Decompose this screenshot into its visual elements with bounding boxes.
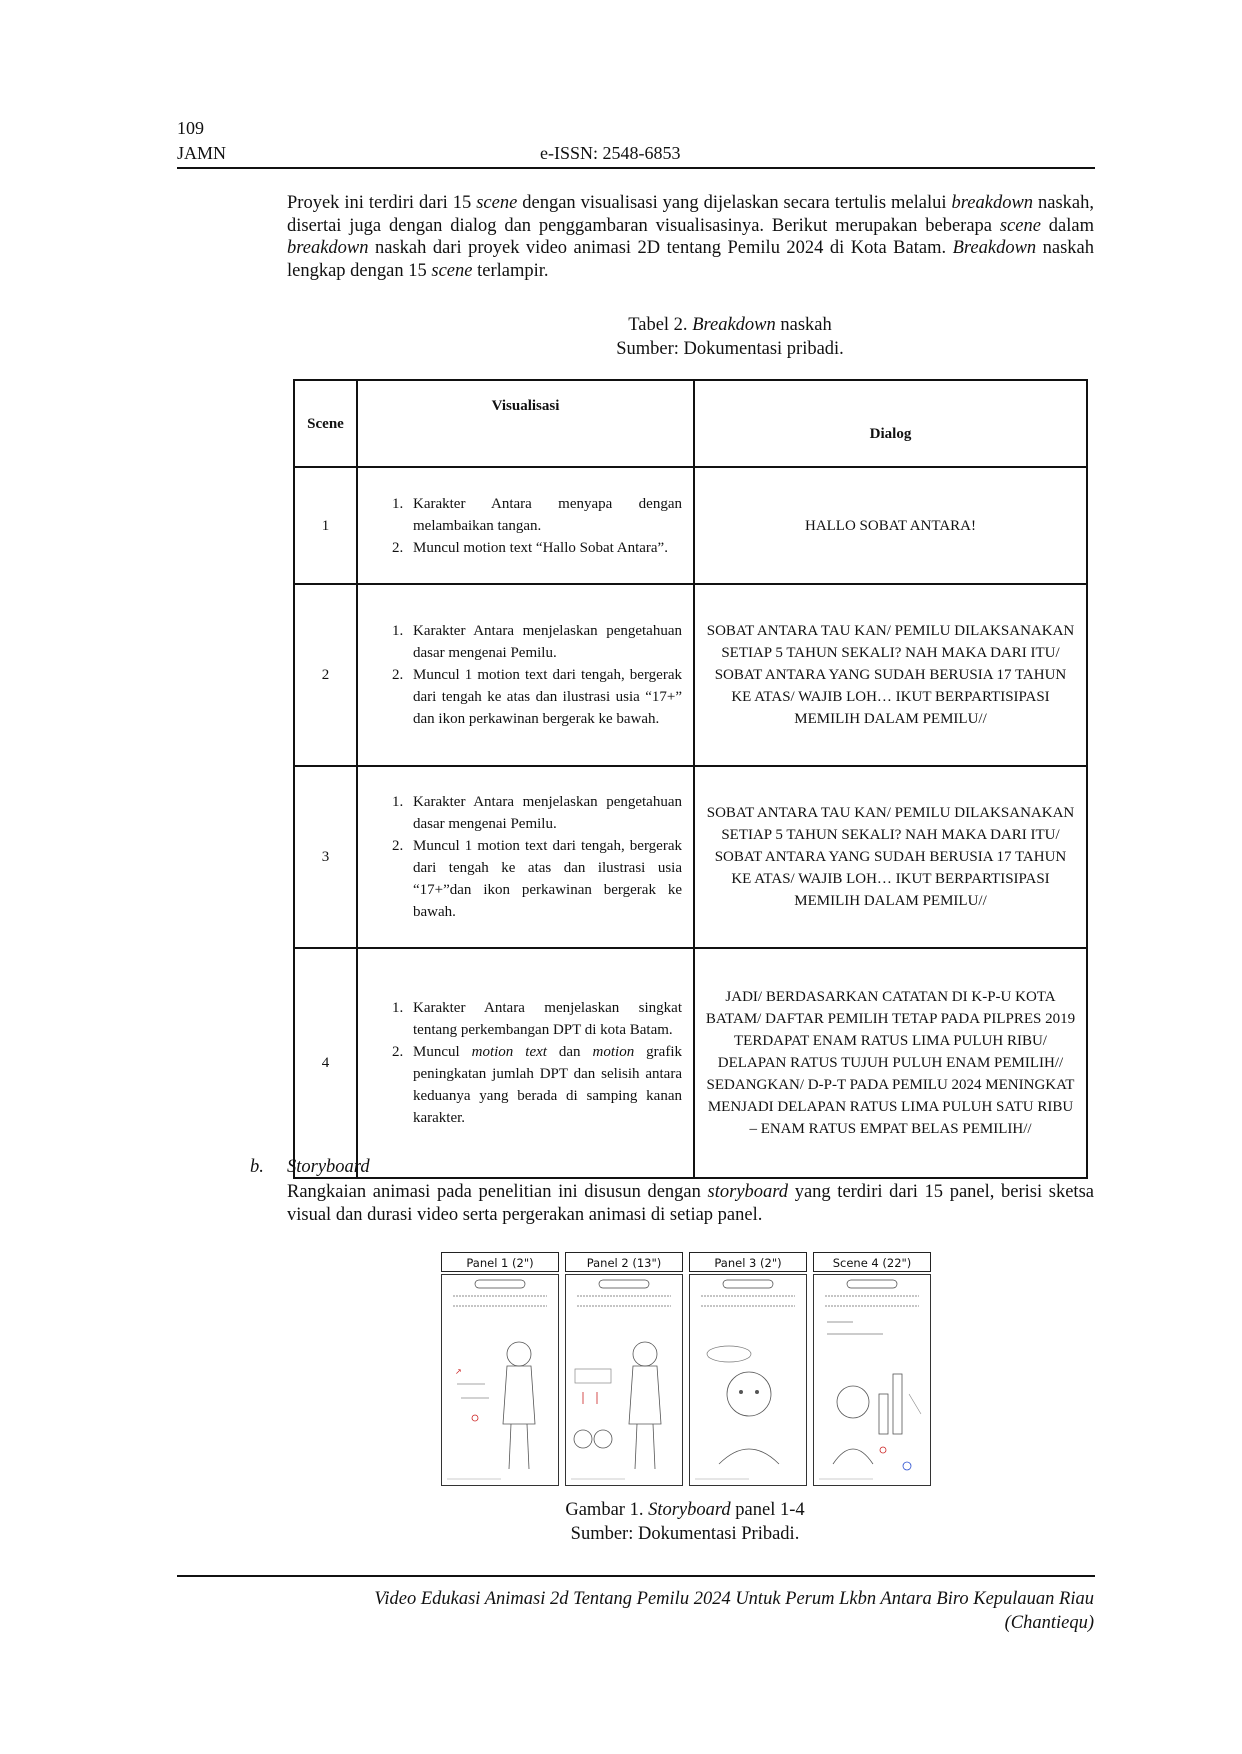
header-rule [177, 167, 1095, 169]
svg-text:↗: ↗ [455, 1367, 462, 1376]
panel-sketch [689, 1274, 807, 1486]
scene-number: 3 [294, 766, 357, 948]
footer-title: Video Edukasi Animasi 2d Tentang Pemilu 2024 Untuk Perum Lkbn Antara Biro Kepulauan Riau [374, 1589, 1094, 1609]
breakdown-table [293, 379, 1088, 1179]
panel-sketch [565, 1274, 683, 1486]
panel-sketch [441, 1274, 559, 1486]
visual-item: 1. Karakter Antara menjelaskan pengetahuan dasar mengenai Pemilu. [407, 791, 682, 835]
intro-paragraph: Proyek ini terdiri dari 15 scene dengan visualisasi yang dijelaskan secara tertulis melalui breakdown naskah, disertai juga dengan dialog dan penggambaran visualisasinya. Berikut merupakan beberapa scene dalam breakdown naskah dari proyek video animasi 2D tentang Pemilu 2024 di Kota Batam. Breakdown naskah lengkap dengan 15 scene terlampir. [287, 193, 1095, 281]
dialog-cell: JADI/ BERDASARKAN CATATAN DI K-P-U KOTA BATAM/ DAFTAR PEMILIH TETAP PADA PILPRES 2019 TERDAPAT ENAM RATUS LIMA PULUH RIBU/ DELAPAN RATUS TUJUH PULUH ENAM PEMILIH// SEDANGKAN/ D-P-T PADA PEMILU 2024 MENINGKAT MENJADI DELAPAN RATUS LIMA PULUH SATU RIBU – ENAM RATUS EMPAT BELAS PEMILIH// [694, 948, 1087, 1178]
visual-item: 1. Karakter Antara menjelaskan pengetahuan dasar mengenai Pemilu. [407, 620, 682, 664]
visual-item: 2. Muncul 1 motion text dari tengah, bergerak dari tengah ke atas dan ilustrasi usia “17+” dan ikon perkawinan bergerak ke bawah. [407, 664, 682, 730]
visual-item: 2. Muncul 1 motion text dari tengah, bergerak dari tengah ke atas dan ilustrasi usia “17+”dan ikon perkawinan bergerak ke bawah. [407, 835, 682, 923]
visual-list [359, 489, 692, 563]
storyboard-figure [441, 1252, 931, 1486]
visualisasi-cell [357, 948, 694, 1178]
header-scene: Scene [294, 380, 357, 467]
footer-author: (Chantiequ) [1004, 1613, 1094, 1633]
header-visualisasi: Visualisasi [357, 380, 694, 467]
journal-name: JAMN [177, 143, 227, 163]
dialog-cell: SOBAT ANTARA TAU KAN/ PEMILU DILAKSANAKAN SETIAP 5 TAHUN SEKALI? NAH MAKA DARI ITU/ SOBAT ANTARA YANG SUDAH BERUSIA 17 TAHUN KE ATAS/ WAJIB LOH… IKUT BERPARTISIPASI MEMILIH DALAM PEMILU// [694, 584, 1087, 766]
table-row [294, 584, 1087, 766]
section-title: Storyboard [287, 1157, 370, 1177]
panel-label: Panel 3 (2") [689, 1252, 807, 1272]
table-source: Sumber: Dokumentasi pribadi. [616, 339, 844, 359]
visual-item: 1. Karakter Antara menjelaskan singkat tentang perkembangan DPT di kota Batam. [407, 997, 682, 1041]
visual-list [359, 993, 692, 1133]
scene-number: 1 [294, 467, 357, 584]
dialog-cell: HALLO SOBAT ANTARA! [694, 467, 1087, 584]
section-label: b. [250, 1157, 264, 1177]
scene-number: 4 [294, 948, 357, 1178]
panel-sketch [813, 1274, 931, 1486]
visualisasi-cell [357, 584, 694, 766]
table-caption [540, 313, 920, 361]
visual-item: 2. Muncul motion text “Hallo Sobat Antara”. [407, 537, 682, 559]
visualisasi-cell [357, 766, 694, 948]
visual-item: 1. Karakter Antara menyapa dengan melambaikan tangan. [407, 493, 682, 537]
panel-label: Panel 2 (13") [565, 1252, 683, 1272]
table-row [294, 766, 1087, 948]
storyboard-panel [441, 1252, 559, 1486]
table-row [294, 948, 1087, 1178]
figure-caption [490, 1498, 880, 1546]
issn: e-ISSN: 2548-6853 [540, 143, 681, 163]
table-row [294, 467, 1087, 584]
visual-list [359, 616, 692, 734]
running-footer [287, 1587, 1094, 1635]
figure-title: Gambar 1. Storyboard panel 1-4 [565, 1500, 805, 1520]
panel-label: Scene 4 (22") [813, 1252, 931, 1272]
table-header-row [294, 380, 1087, 467]
header-dialog: Dialog [694, 380, 1087, 467]
footer-rule [177, 1575, 1095, 1577]
storyboard-paragraph: Rangkaian animasi pada penelitian ini disusun dengan storyboard yang terdiri dari 15 panel, berisi sketsa visual dan durasi video serta pergerakan animasi di setiap panel. [287, 1182, 1094, 1225]
visual-list [359, 787, 692, 927]
table-title: Tabel 2. Breakdown naskah [628, 315, 832, 335]
scene-number: 2 [294, 584, 357, 766]
dialog-cell: SOBAT ANTARA TAU KAN/ PEMILU DILAKSANAKAN SETIAP 5 TAHUN SEKALI? NAH MAKA DARI ITU/ SOBAT ANTARA YANG SUDAH BERUSIA 17 TAHUN KE ATAS/ WAJIB LOH… IKUT BERPARTISIPASI MEMILIH DALAM PEMILU// [694, 766, 1087, 948]
visualisasi-cell [357, 467, 694, 584]
figure-source: Sumber: Dokumentasi Pribadi. [570, 1524, 800, 1544]
panel-label: Panel 1 (2") [441, 1252, 559, 1272]
storyboard-panel [565, 1252, 683, 1486]
storyboard-panel [813, 1252, 931, 1486]
storyboard-panel [689, 1252, 807, 1486]
page-number: 109 [177, 118, 204, 138]
visual-item: 2. Muncul motion text dan motion grafik peningkatan jumlah DPT dan selisih antara keduanya yang berada di samping kanan karakter. [407, 1041, 682, 1129]
